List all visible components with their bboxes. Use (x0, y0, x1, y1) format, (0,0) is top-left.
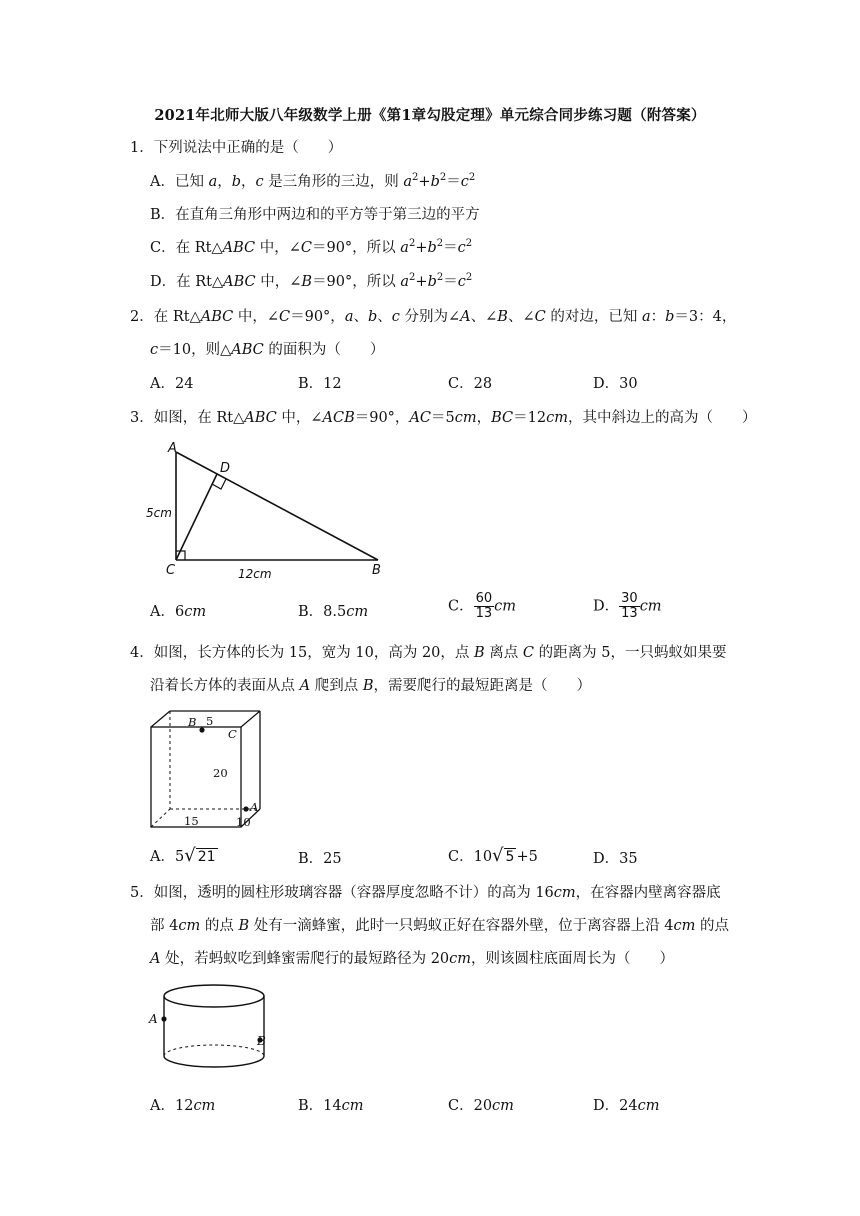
label-15: 15 (184, 814, 199, 828)
q5-option-a: A．12cm (150, 1098, 216, 1114)
q5-option-b: B．14cm (298, 1098, 364, 1114)
hypotenuse-ab (176, 452, 378, 560)
q4-stem-line1: 4．如图，长方体的长为 15，宽为 10，高为 20，点 B 离点 C 的距离为 5，一只蚂蚁如果要 (130, 645, 727, 661)
point-b (199, 727, 204, 732)
cylinder-figure (140, 978, 280, 1074)
q3-option-a: A．6cm (150, 604, 207, 620)
q3-option-c: C． $\frac{60}{13}$ cm (448, 591, 517, 621)
q3-option-b: B．8.5cm (298, 604, 369, 620)
q4-option-a: A．5√ 21 (150, 845, 216, 866)
q1-option-c: C．在 Rt△ABC 中，∠C＝90°，所以 $a^2+b^2=c^2$ (150, 238, 473, 256)
right-triangle-figure (140, 438, 400, 588)
label-5: 5 (206, 714, 214, 728)
q2-option-b: B．12 (298, 376, 342, 392)
altitude-cd (176, 474, 217, 560)
cylinder-bottom-back (164, 1045, 264, 1056)
label-d: D (220, 461, 231, 476)
q5-option-d: D．24cm (593, 1098, 660, 1114)
q2-option-c: C．28 (448, 376, 493, 392)
cuboid-figure (140, 703, 270, 838)
label-b: B (188, 715, 197, 729)
label-a: A (149, 1012, 158, 1026)
q5-stem-line1: 5．如图，透明的圆柱形玻璃容器（容器厚度忽略不计）的高为 16cm，在容器内壁离容器底 (130, 885, 721, 901)
q2-stem-line1: 2．在 Rt△ABC 中，∠C＝90°，a、b、c 分别为∠A、∠B、∠C 的对边，已知 a：b＝3：4， (130, 309, 737, 325)
label-10: 10 (236, 815, 251, 829)
sqrt-symbol: √ 5 (492, 845, 515, 866)
label-a: A (250, 800, 259, 814)
cylinder-bottom-front (164, 1056, 264, 1067)
q1-stem: 1．下列说法中正确的是（ ） (130, 140, 343, 156)
q4-option-b: B．25 (298, 851, 342, 867)
q5-option-c: C．20cm (448, 1098, 514, 1114)
point-a (243, 806, 248, 811)
q2-option-a: A．24 (150, 376, 194, 392)
sqrt-symbol: √ 21 (184, 845, 216, 866)
q5-stem-line3: A 处，若蚂蚁吃到蜂蜜需爬行的最短路径为 20cm，则该圆柱底面周长为（ ） (150, 951, 675, 967)
q1-option-d: D．在 Rt△ABC 中，∠B＝90°，所以 $a^2+b^2=c^2$ (150, 272, 473, 290)
q4-option-c: C．10√ 5 +5 (448, 845, 538, 866)
q3-stem: 3．如图，在 Rt△ABC 中，∠ACB＝90°，AC＝5cm，BC＝12cm，其中斜边上的高为（ ） (130, 410, 757, 426)
q1-option-b: B．在直角三角形中两边和的平方等于第三边的平方 (150, 207, 480, 223)
label-a: A (168, 441, 177, 456)
label-b: B (372, 563, 381, 578)
cylinder-top (164, 985, 264, 1007)
label-20: 20 (213, 766, 228, 780)
q2-stem-line2: c＝10，则△ABC 的面积为（ ） (150, 342, 385, 358)
label-c: C (166, 563, 176, 578)
q4-option-d: D．35 (593, 851, 638, 867)
q3-option-d: D． $\frac{30}{13}$ cm (593, 591, 662, 621)
label-12cm: 12cm (238, 567, 272, 581)
label-c: C (228, 727, 237, 741)
q1-option-a: A．已知 a，b，c 是三角形的三边，则 $a^2+b^2=c^2$ (150, 172, 476, 190)
q5-stem-line2: 部 4cm 的点 B 处有一滴蜂蜜，此时一只蚂蚁正好在容器外壁，位于离容器上沿 4cm 的点 (150, 918, 730, 934)
q2-option-d: D．30 (593, 376, 638, 392)
label-5cm: 5cm (146, 506, 172, 520)
q4-stem-line2: 沿着长方体的表面从点 A 爬到点 B，需要爬行的最短距离是（ ） (150, 678, 591, 694)
point-a (161, 1016, 166, 1021)
label-b: B (257, 1034, 266, 1048)
page-title: 2021年北师大版八年级数学上册《第1章勾股定理》单元综合同步练习题（附答案） (154, 107, 706, 124)
